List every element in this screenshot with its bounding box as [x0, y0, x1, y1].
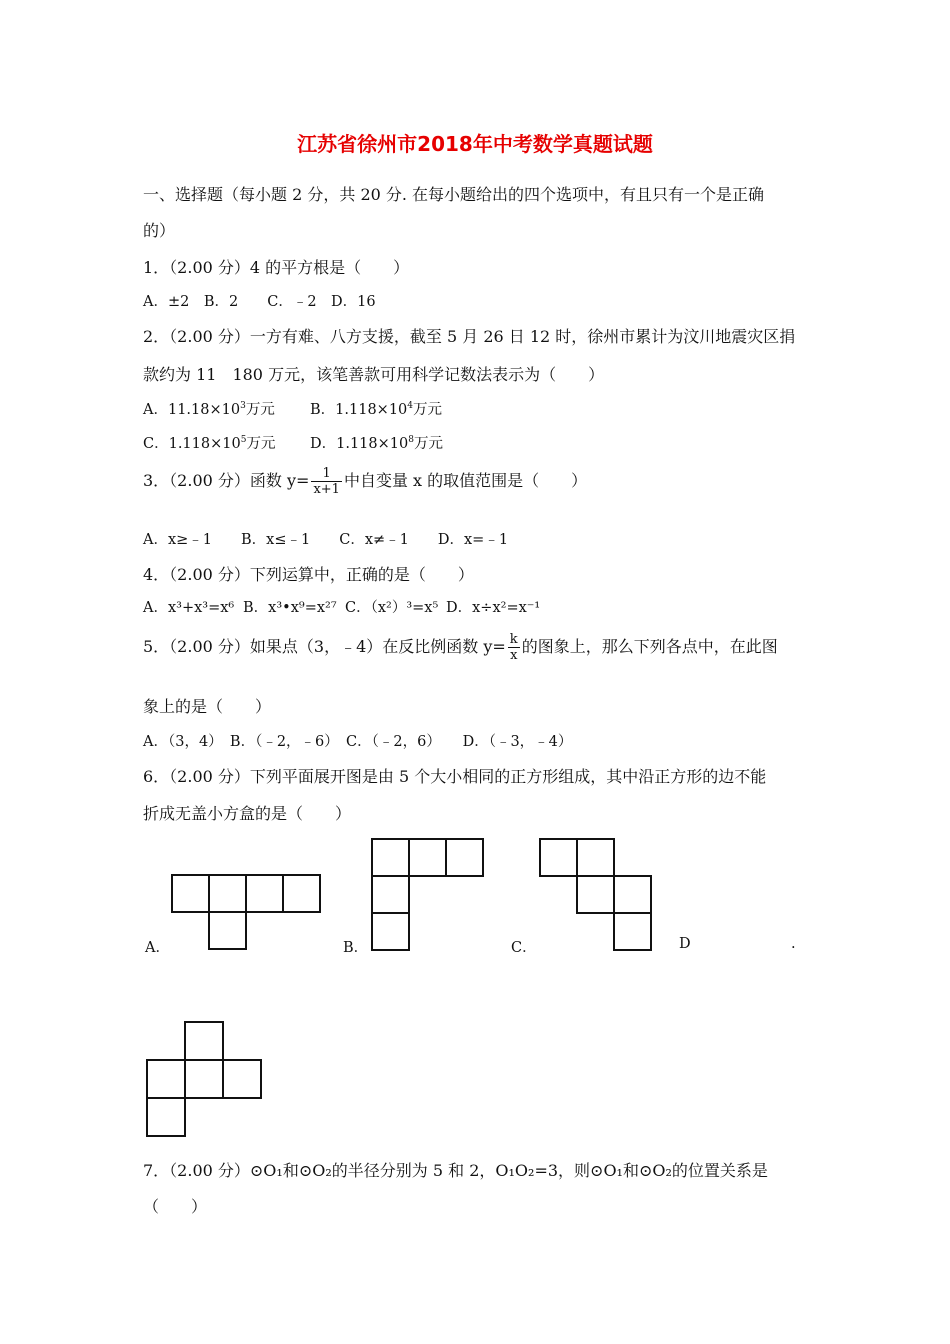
- q2-option-b: B．$1.118\times 10^4$万元: [310, 401, 443, 418]
- net-square: [372, 876, 409, 913]
- q4-option-b: B．x³•x⁹=x²⁷: [243, 600, 337, 616]
- q4-option-c: C．（x²）³=x⁵: [345, 600, 439, 616]
- q5-stem-line1: 5．（2.00 分）如果点（3，﹣4）在反比例函数 y= $\frac{k}{x}$ 的图象上，那么下列各点中，在此图: [143, 632, 778, 663]
- net-square: [577, 876, 614, 913]
- q1-options: A．±2 B．2 C．﹣2 D．16: [143, 294, 376, 310]
- q5-fraction: $\frac{k}{x}$: [509, 632, 518, 663]
- q4-stem: 4．（2.00 分）下列运算中，正确的是（ ）: [143, 565, 474, 584]
- q2-stem-line1: 2．（2.00 分）一方有难、八方支援，截至 5 月 26 日 12 时，徐州市累计为汶川地震灾区捐: [143, 327, 796, 346]
- q6-stem-line1: 6．（2.00 分）下列平面展开图是由 5 个大小相同的正方形组成，其中沿正方形的边不能: [143, 767, 767, 786]
- net-figure-d: [146, 1021, 262, 1139]
- net-square: [409, 839, 446, 876]
- net-square: [172, 875, 209, 912]
- net-square: [577, 839, 614, 876]
- q5-options: A．（3，4） B．（﹣2，﹣6） C．（﹣2，6） D．（﹣3，﹣4）: [143, 734, 573, 750]
- q6-label-d-dot: .: [791, 936, 796, 952]
- q3-options: A．x≥﹣1 B．x≤﹣1 C．x≠﹣1 D．x=﹣1: [143, 532, 509, 548]
- q3-stem: 3．（2.00 分）函数 y= $\frac{1}{x+1}$ 中自变量 x 的取值范围是（ ）: [143, 466, 588, 497]
- net-square: [446, 839, 483, 876]
- q7-stem-line2: （ ）: [143, 1197, 208, 1216]
- q6-label-a: A．: [145, 940, 170, 956]
- net-square: [540, 839, 577, 876]
- q4-option-d: D．x÷x²=x⁻¹: [446, 600, 541, 616]
- net-square: [147, 1098, 185, 1136]
- net-square: [372, 913, 409, 950]
- net-square: [147, 1060, 185, 1098]
- net-square: [185, 1022, 223, 1060]
- q2-stem-line2: 款约为 11 180 万元，该笔善款可用科学记数法表示为（ ）: [143, 365, 605, 384]
- q6-stem-line2: 折成无盖小方盒的是（ ）: [143, 804, 352, 823]
- q2-option-d: D．$1.118\times 10^8$万元: [310, 435, 443, 452]
- net-square: [372, 839, 409, 876]
- section-heading-line1: 一、选择题（每小题 2 分，共 20 分. 在每小题给出的四个选项中，有且只有一个是正确: [143, 185, 765, 204]
- page-title: 江苏省徐州市2018年中考数学真题试题: [297, 132, 653, 156]
- q6-label-b: B．: [343, 940, 369, 956]
- q4-option-a: A．x³+x³=x⁶: [143, 600, 235, 616]
- net-figure-a: [171, 874, 323, 950]
- net-square: [614, 913, 651, 950]
- net-square: [185, 1060, 223, 1098]
- net-square: [209, 875, 246, 912]
- q5-stem-line2: 象上的是（ ）: [143, 697, 272, 716]
- net-square: [223, 1060, 261, 1098]
- q6-label-c: C．: [511, 940, 537, 956]
- net-square: [283, 875, 320, 912]
- q2-option-a: A．$11.18\times 10^3$万元: [143, 401, 275, 418]
- q3-fraction: $\frac{1}{x+1}$: [313, 466, 340, 497]
- section-heading-line2: 的）: [143, 221, 176, 240]
- net-square: [246, 875, 283, 912]
- q2-option-c: C．$1.118\times 10^5$万元: [143, 435, 276, 452]
- q1-stem: 1．（2.00 分）4 的平方根是（ ）: [143, 258, 410, 277]
- q6-label-d: D: [679, 936, 691, 952]
- net-square: [209, 912, 246, 949]
- net-figure-b: [371, 838, 486, 951]
- q7-stem-line1: 7．（2.00 分）⊙O₁和⊙O₂的半径分别为 5 和 2，O₁O₂=3，则⊙O₁和⊙O₂的位置关系是: [143, 1161, 768, 1180]
- net-figure-c: [539, 838, 654, 951]
- net-square: [614, 876, 651, 913]
